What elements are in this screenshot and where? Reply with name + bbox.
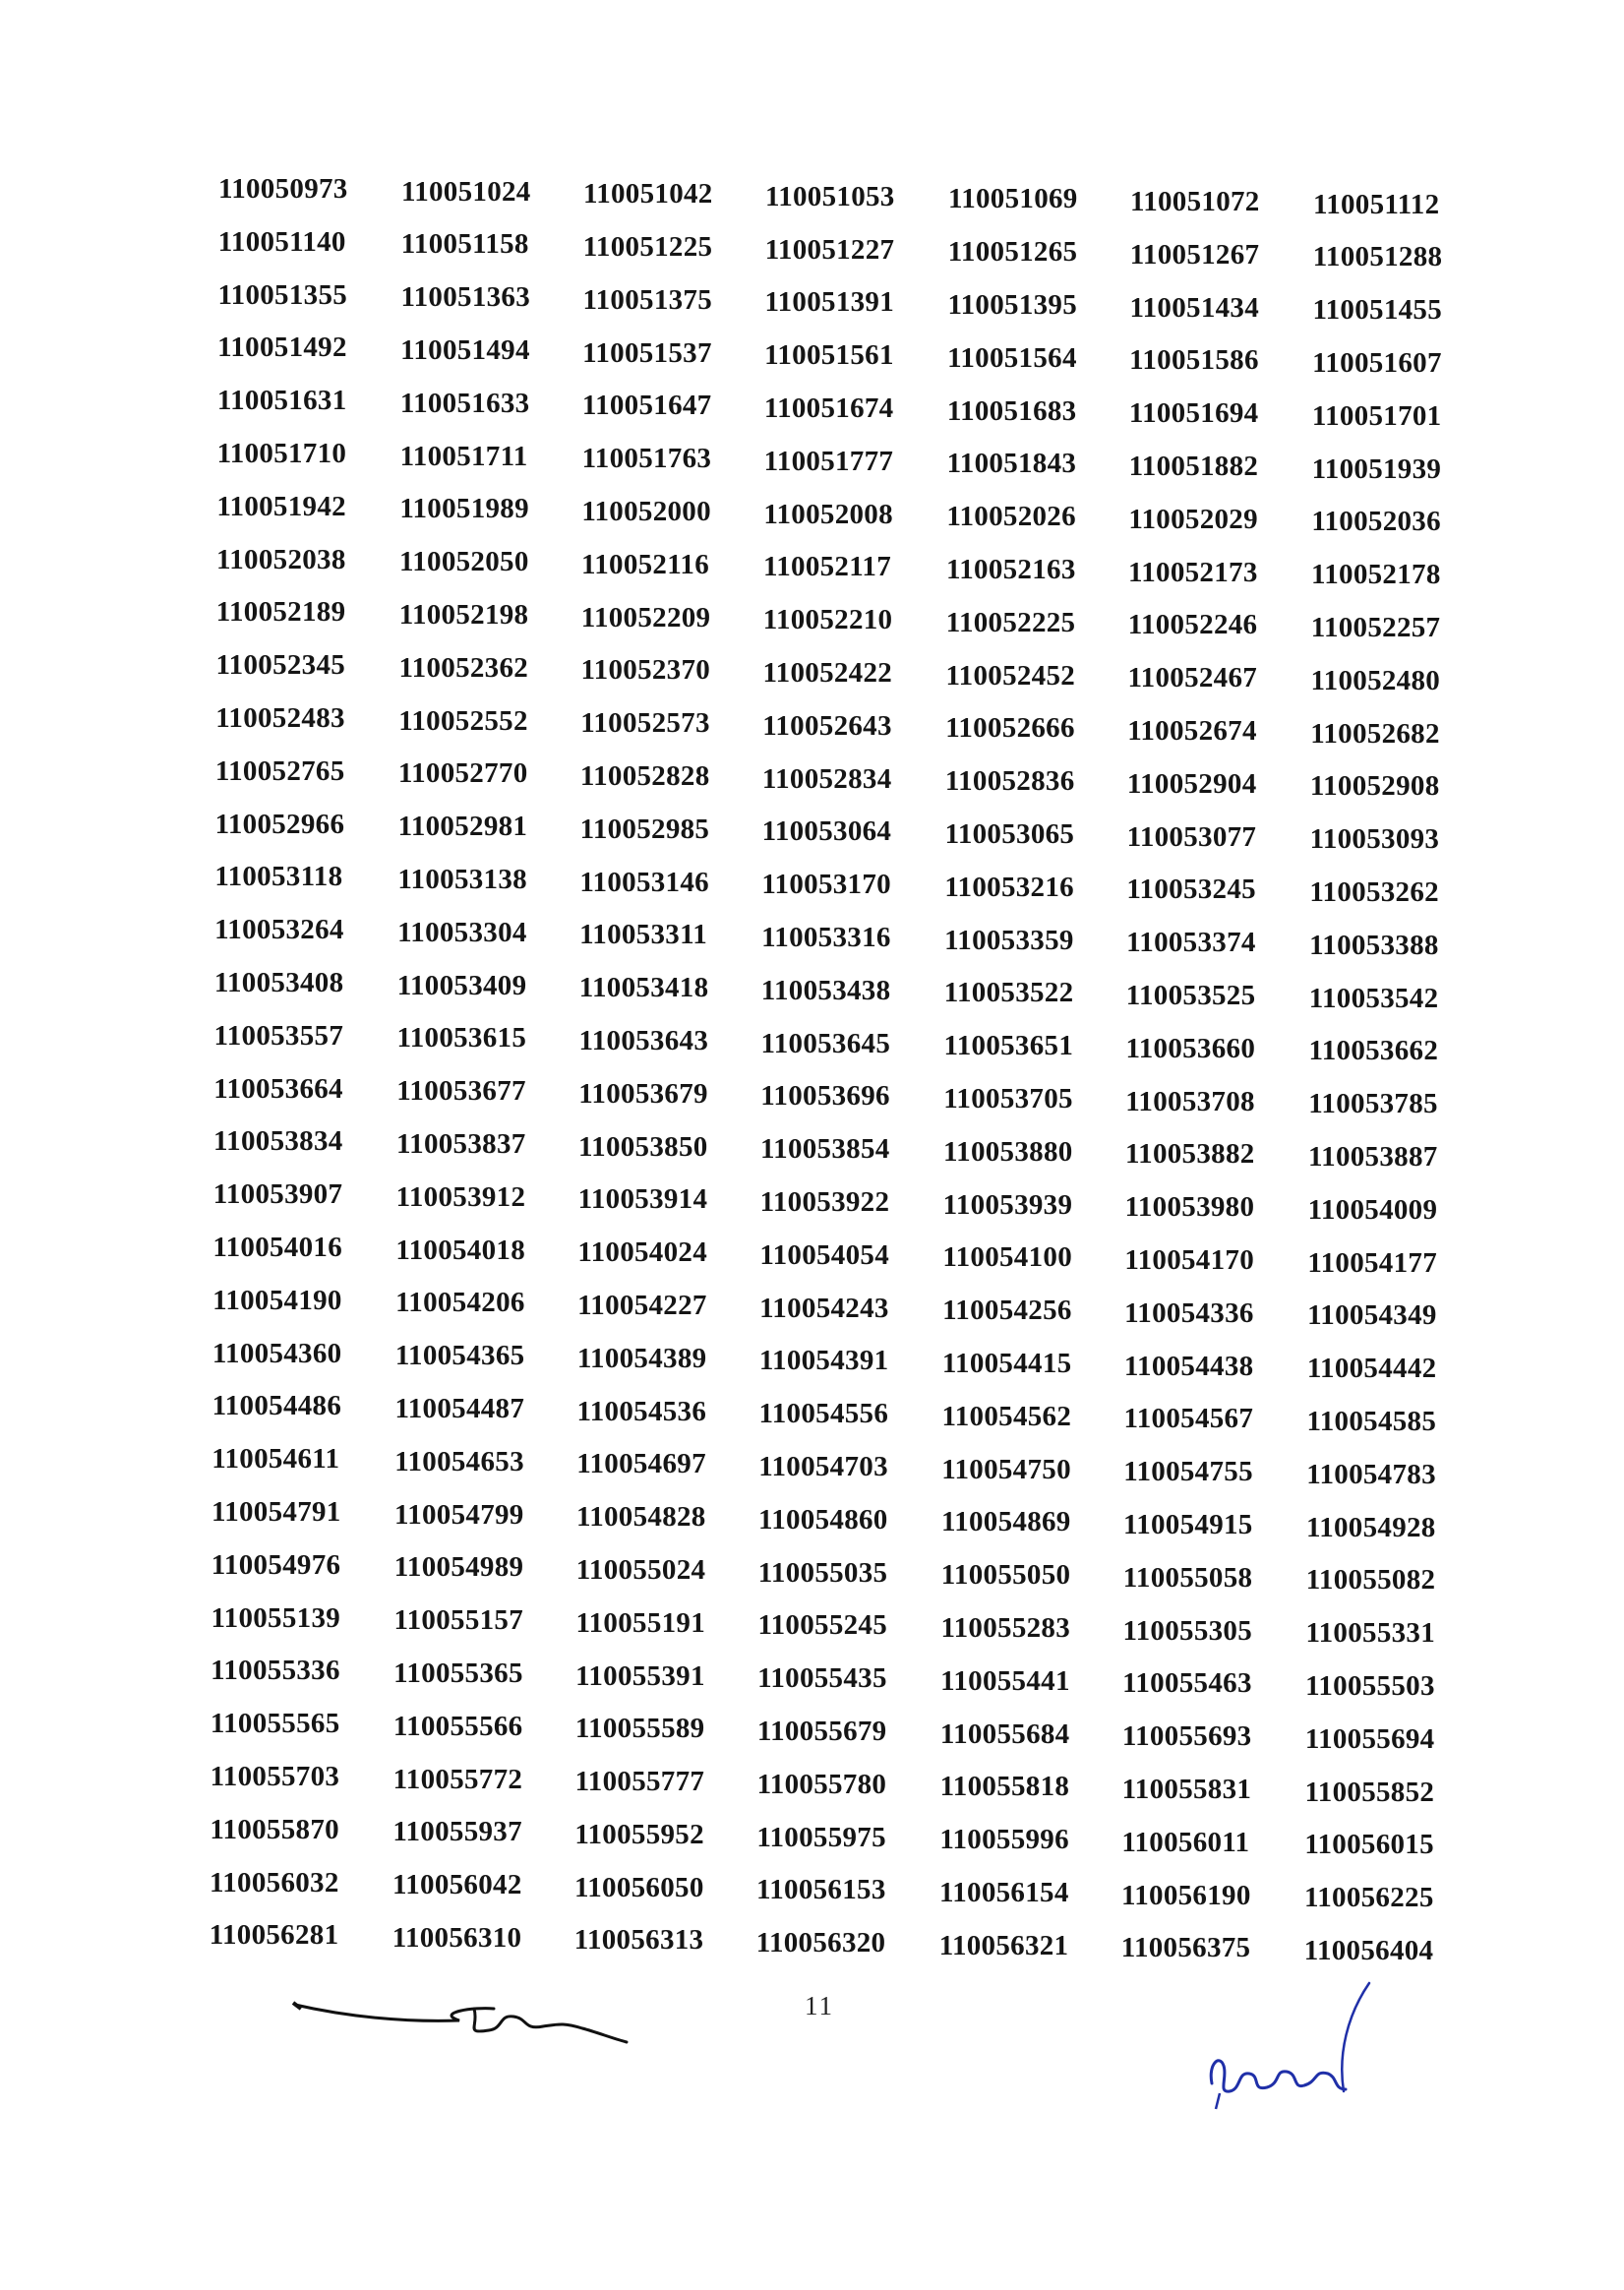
roll-number-cell: 110051140: [217, 225, 346, 258]
roll-number-cell: 110053785: [1308, 1088, 1438, 1120]
roll-number-cell: 110053359: [944, 924, 1074, 956]
roll-number-cell: 110051631: [216, 385, 347, 417]
roll-number-cell: 110052173: [1128, 556, 1258, 588]
roll-number-cell: 110053264: [214, 914, 344, 946]
page-number: 11: [805, 1991, 834, 2020]
roll-number-cell: 110055139: [211, 1601, 341, 1634]
roll-number-cell: 110055694: [1304, 1722, 1435, 1755]
roll-number-cell: 110052836: [944, 765, 1075, 798]
roll-number-cell: 110054054: [759, 1238, 889, 1271]
roll-number-cell: 110053850: [577, 1130, 708, 1163]
roll-number-cell: 110053837: [395, 1127, 526, 1160]
roll-number-cell: 110053645: [760, 1027, 891, 1059]
roll-number-cell: 110053912: [395, 1180, 526, 1213]
table-row: [210, 1760, 1497, 1814]
roll-number-cell: 110053316: [761, 921, 891, 953]
roll-number-cell: 110051225: [582, 230, 713, 263]
roll-number-cell: 110051882: [1128, 450, 1259, 482]
roll-number-cell: 110051494: [400, 333, 530, 366]
roll-number-cell: 110051561: [764, 339, 894, 372]
roll-number-cell: 110051375: [582, 283, 713, 316]
roll-number-cell: 110052573: [580, 707, 710, 740]
roll-number-cell: 110053664: [213, 1072, 343, 1105]
roll-number-cell: 110051042: [583, 178, 713, 211]
roll-number-cell: 110054562: [941, 1400, 1072, 1432]
roll-number-cell: 110053907: [212, 1178, 343, 1211]
roll-number-cell: 110054697: [576, 1448, 706, 1480]
table-row: [213, 966, 1497, 1020]
roll-number-cell: 110053170: [761, 869, 891, 901]
roll-number-cell: 110054360: [211, 1337, 342, 1369]
roll-number-cell: 110052036: [1311, 506, 1441, 538]
roll-number-cell: 110054206: [395, 1287, 525, 1319]
roll-number-cell: 110055937: [392, 1816, 522, 1848]
roll-number-cell: 110052163: [946, 553, 1076, 585]
roll-number-cell: 110053408: [213, 966, 344, 998]
roll-number-cell: 110056190: [1121, 1879, 1251, 1911]
roll-number-cell: 110055365: [393, 1657, 523, 1689]
roll-number-cell: 110055703: [210, 1760, 340, 1792]
roll-number-cell: 110053939: [942, 1188, 1073, 1221]
roll-number-cell: 110055780: [756, 1768, 887, 1800]
roll-number-cell: 110052000: [581, 495, 711, 527]
roll-number-cell: 110056042: [392, 1869, 522, 1901]
roll-number-cell: 110054915: [1123, 1508, 1253, 1540]
roll-number-cell: 110053409: [396, 969, 527, 1001]
roll-number-cell: 110053311: [579, 919, 708, 951]
roll-number-cell: 110052682: [1310, 717, 1440, 750]
table-row: [211, 1655, 1497, 1708]
roll-number-cell: 110051227: [764, 233, 895, 266]
roll-number-cell: 110053651: [943, 1030, 1074, 1062]
roll-number-cell: 110054869: [941, 1506, 1071, 1538]
roll-number-cell: 110055035: [757, 1556, 888, 1589]
roll-number-cell: 110056404: [1303, 1934, 1434, 1966]
roll-number-cell: 110052370: [580, 654, 711, 687]
roll-number-cell: 110051586: [1129, 344, 1259, 377]
roll-number-cell: 110054783: [1306, 1458, 1436, 1490]
roll-number-cell: 110053922: [759, 1185, 890, 1218]
roll-number-cell: 110052246: [1127, 609, 1258, 641]
roll-number-cell: 110054016: [212, 1231, 343, 1263]
roll-number-cell: 110053118: [214, 861, 343, 893]
roll-number-cell: 110053708: [1125, 1085, 1255, 1117]
roll-number-cell: 110052198: [398, 598, 529, 631]
table-row: [211, 1495, 1497, 1549]
roll-number-cell: 110054611: [211, 1443, 340, 1476]
roll-number-cell: 110052362: [398, 651, 529, 684]
table-row: [214, 861, 1497, 914]
roll-number-cell: 110051072: [1130, 186, 1260, 217]
roll-number-cell: 110054438: [1123, 1350, 1254, 1382]
roll-number-cell: 110053696: [760, 1080, 890, 1113]
roll-number-cell: 110052467: [1127, 662, 1258, 694]
roll-number-cell: 110055566: [392, 1710, 523, 1742]
table-row: [214, 914, 1497, 967]
roll-number-cell: 110051112: [1313, 188, 1440, 220]
table-row: [218, 331, 1497, 385]
roll-number-cell: 110055463: [1122, 1667, 1252, 1700]
roll-number-cell: 110051391: [764, 286, 895, 319]
table-row: [211, 1390, 1497, 1443]
roll-number-cell: 110055191: [575, 1606, 706, 1639]
roll-number-cell: 110052452: [945, 659, 1076, 692]
roll-number-cell: 110054389: [576, 1342, 707, 1374]
roll-number-cell: 110056011: [1121, 1826, 1250, 1858]
roll-number-cell: 110055589: [574, 1713, 705, 1745]
roll-number-cell: 110056225: [1304, 1882, 1434, 1914]
roll-number-cell: 110051288: [1312, 241, 1443, 273]
roll-number-cell: 110050973: [218, 173, 348, 205]
roll-number-cell: 110054487: [394, 1392, 525, 1424]
roll-number-cell: 110055975: [756, 1821, 886, 1853]
roll-number-cell: 110053438: [760, 974, 891, 1006]
roll-number-cell: 110052225: [945, 606, 1076, 638]
table-row: [212, 1178, 1497, 1232]
roll-number-cell: 110051069: [948, 183, 1078, 215]
roll-number-cell: 110053065: [944, 817, 1075, 850]
roll-number-cell: 110052116: [581, 548, 710, 580]
roll-number-cell: 110052966: [214, 808, 345, 840]
roll-number-cell: 110055283: [940, 1611, 1071, 1644]
roll-number-cell: 110051363: [400, 281, 531, 314]
roll-number-cell: 110053854: [759, 1133, 890, 1166]
roll-number-cell: 110055679: [756, 1715, 887, 1747]
roll-number-cell: 110052189: [215, 596, 346, 629]
roll-number-cell: 110053643: [578, 1024, 709, 1056]
roll-number-cell: 110051777: [763, 445, 894, 477]
roll-number-cell: 110052834: [761, 762, 892, 795]
roll-number-cell: 110052257: [1310, 611, 1441, 643]
roll-number-cell: 110054750: [941, 1453, 1071, 1485]
roll-number-cell: 110056050: [574, 1871, 704, 1903]
roll-number-cell: 110051607: [1312, 346, 1442, 379]
roll-number-cell: 110056310: [391, 1921, 522, 1954]
roll-number-cell: 110053388: [1309, 929, 1439, 961]
roll-number-cell: 110053882: [1124, 1138, 1255, 1171]
roll-number-grid: [209, 173, 1497, 1972]
table-row: [211, 1601, 1497, 1656]
roll-number-cell: 110055831: [1121, 1773, 1252, 1805]
table-row: [209, 1919, 1497, 1972]
roll-number-cell: 110054556: [758, 1398, 889, 1430]
roll-number-cell: 110051564: [947, 341, 1077, 374]
roll-number-cell: 110056313: [573, 1924, 704, 1957]
table-row: [214, 808, 1497, 862]
roll-number-cell: 110055684: [939, 1718, 1070, 1750]
roll-number-cell: 110053216: [944, 871, 1074, 903]
table-row: [218, 279, 1497, 332]
roll-number-cell: 110052008: [763, 498, 893, 530]
roll-number-cell: 110055952: [574, 1818, 704, 1850]
roll-number-cell: 110051492: [217, 331, 347, 364]
roll-number-cell: 110055565: [210, 1708, 340, 1740]
roll-number-cell: 110055336: [211, 1655, 340, 1687]
roll-number-cell: 110054365: [394, 1340, 525, 1372]
roll-number-cell: 110056281: [209, 1919, 339, 1952]
roll-number-cell: 110054349: [1307, 1299, 1437, 1332]
roll-number-cell: 110051355: [217, 278, 348, 311]
roll-number-cell: 110054928: [1306, 1511, 1436, 1543]
roll-number-cell: 110052029: [1128, 503, 1258, 535]
roll-number-cell: 110054442: [1306, 1353, 1437, 1385]
roll-number-cell: 110055157: [393, 1604, 524, 1637]
roll-number-cell: 110054024: [577, 1236, 707, 1269]
roll-number-cell: 110052770: [397, 757, 528, 790]
roll-number-cell: 110054976: [211, 1548, 341, 1581]
table-row: [210, 1813, 1497, 1867]
roll-number-cell: 110052643: [762, 709, 892, 742]
roll-number-cell: 110051674: [763, 392, 894, 424]
roll-number-cell: 110054009: [1307, 1193, 1438, 1226]
roll-number-cell: 110053660: [1125, 1032, 1256, 1064]
roll-number-cell: 110052981: [397, 811, 528, 843]
roll-number-cell: 110051683: [946, 394, 1077, 427]
roll-number-cell: 110054018: [395, 1234, 525, 1266]
roll-number-cell: 110052050: [399, 546, 529, 578]
roll-number-cell: 110052038: [216, 543, 346, 575]
roll-number-cell: 110056032: [210, 1866, 339, 1898]
roll-number-cell: 110052828: [579, 759, 710, 792]
roll-number-cell: 110055818: [939, 1771, 1070, 1803]
roll-number-cell: 110052666: [945, 712, 1075, 745]
table-row: [211, 1337, 1497, 1391]
roll-number-cell: 110052026: [946, 501, 1076, 533]
roll-number-cell: 110054585: [1306, 1405, 1437, 1437]
right-signature-icon: [1190, 1975, 1377, 2123]
roll-number-cell: 110053077: [1126, 820, 1257, 853]
roll-number-cell: 110053677: [396, 1075, 526, 1108]
roll-number-cell: 110054190: [212, 1284, 342, 1316]
roll-number-cell: 110053064: [761, 815, 892, 848]
roll-number-cell: 110053522: [943, 977, 1074, 1009]
roll-number-cell: 110055772: [392, 1763, 523, 1795]
table-row: [218, 438, 1497, 491]
roll-number-cell: 110055441: [940, 1664, 1070, 1697]
roll-number-cell: 110051537: [582, 336, 712, 369]
table-row: [212, 1231, 1497, 1285]
roll-number-cell: 110055082: [1305, 1564, 1436, 1597]
roll-number-cell: 110055503: [1305, 1669, 1435, 1702]
roll-number-cell: 110056154: [939, 1876, 1069, 1908]
roll-number-cell: 110053980: [1124, 1191, 1255, 1224]
roll-number-cell: 110052908: [1309, 770, 1440, 803]
table-row: [215, 701, 1497, 755]
roll-number-cell: 110054828: [576, 1501, 706, 1534]
table-row: [211, 1548, 1497, 1602]
roll-number-cell: 110051647: [581, 390, 712, 422]
roll-number-cell: 110051024: [401, 175, 531, 208]
roll-number-cell: 110054703: [758, 1450, 888, 1482]
left-signature-icon: [287, 1987, 632, 2066]
roll-number-cell: 110054100: [942, 1241, 1072, 1274]
table-row: [215, 596, 1497, 649]
table-row: [218, 385, 1497, 438]
roll-number-cell: 110053542: [1308, 982, 1439, 1014]
roll-number-cell: 110056153: [756, 1874, 886, 1906]
roll-number-cell: 110052904: [1126, 767, 1257, 800]
roll-number-cell: 110053374: [1126, 927, 1256, 959]
roll-number-cell: 110053887: [1307, 1140, 1438, 1173]
roll-number-cell: 110052765: [214, 754, 345, 787]
roll-number-cell: 110051989: [399, 493, 529, 525]
roll-number-cell: 110055693: [1121, 1720, 1252, 1753]
roll-number-cell: 110055777: [574, 1766, 705, 1798]
table-row: [213, 1072, 1497, 1126]
roll-number-cell: 110055391: [575, 1659, 705, 1692]
roll-number-cell: 110052210: [762, 604, 893, 636]
roll-number-cell: 110054791: [211, 1495, 341, 1528]
roll-number-cell: 110054755: [1123, 1456, 1253, 1488]
roll-number-cell: 110053418: [578, 972, 709, 1004]
roll-number-cell: 110051711: [399, 440, 528, 472]
roll-number-cell: 110052480: [1310, 664, 1441, 696]
table-row: [214, 754, 1497, 809]
roll-number-cell: 110054391: [758, 1345, 889, 1377]
roll-number-cell: 110055024: [575, 1553, 706, 1586]
roll-number-cell: 110051265: [947, 236, 1078, 269]
roll-number-cell: 110051701: [1311, 399, 1442, 432]
roll-number-cell: 110053262: [1309, 875, 1439, 908]
roll-number-cell: 110053138: [397, 863, 527, 895]
roll-number-cell: 110055245: [757, 1609, 888, 1642]
table-row: [218, 226, 1497, 279]
roll-number-cell: 110053245: [1126, 874, 1256, 906]
roll-number-cell: 110053146: [579, 866, 709, 898]
roll-number-cell: 110051710: [216, 437, 347, 469]
roll-number-cell: 110054799: [394, 1498, 524, 1531]
roll-number-cell: 110053914: [577, 1183, 708, 1216]
roll-number-cell: 110051939: [1311, 452, 1442, 485]
roll-number-cell: 110053705: [943, 1082, 1073, 1115]
roll-number-cell: 110051395: [947, 288, 1078, 321]
roll-number-cell: 110051267: [1129, 238, 1260, 271]
table-row: [213, 1019, 1497, 1073]
table-row: [212, 1284, 1497, 1338]
roll-number-cell: 110051942: [216, 490, 346, 522]
roll-number-cell: 110052117: [763, 551, 892, 583]
table-row: [211, 1443, 1497, 1496]
roll-number-cell: 110051843: [946, 448, 1077, 480]
table-row: [215, 649, 1497, 702]
roll-number-cell: 110051694: [1128, 397, 1259, 430]
roll-number-cell: 110054243: [759, 1292, 889, 1324]
roll-number-cell: 110056375: [1120, 1932, 1251, 1964]
roll-number-cell: 110051158: [400, 228, 529, 261]
table-row: [210, 1708, 1497, 1761]
roll-number-cell: 110051053: [765, 180, 895, 212]
roll-number-cell: 110052985: [579, 813, 710, 845]
roll-number-cell: 110054336: [1124, 1296, 1254, 1329]
roll-number-cell: 110052422: [762, 656, 893, 689]
roll-number-cell: 110054536: [576, 1395, 707, 1427]
roll-number-cell: 110055435: [757, 1662, 887, 1695]
roll-number-cell: 110053525: [1125, 979, 1256, 1011]
roll-number-cell: 110051633: [399, 387, 530, 419]
roll-number-cell: 110054227: [577, 1289, 707, 1321]
roll-number-cell: 110052674: [1127, 714, 1257, 747]
roll-number-cell: 110055331: [1305, 1617, 1436, 1650]
table-row: [212, 1125, 1497, 1178]
roll-number-cell: 110054860: [758, 1503, 888, 1536]
roll-number-cell: 110052178: [1311, 559, 1441, 591]
roll-number-cell: 110055058: [1122, 1561, 1253, 1594]
roll-number-cell: 110052209: [580, 601, 711, 633]
roll-number-cell: 110055305: [1122, 1614, 1253, 1647]
roll-number-cell: 110054989: [393, 1551, 524, 1584]
roll-number-cell: 110053679: [578, 1077, 708, 1110]
roll-number-cell: 110053662: [1308, 1035, 1439, 1067]
roll-number-cell: 110052345: [215, 649, 346, 682]
table-row: [218, 544, 1497, 597]
roll-number-cell: 110054256: [942, 1295, 1072, 1327]
roll-number-cell: 110053093: [1309, 823, 1440, 856]
roll-number-cell: 110056015: [1304, 1829, 1434, 1861]
roll-number-cell: 110053880: [942, 1135, 1073, 1168]
roll-number-cell: 110054653: [394, 1445, 524, 1477]
roll-number-cell: 110051455: [1312, 294, 1443, 327]
table-row: [218, 491, 1497, 544]
roll-number-cell: 110054486: [211, 1390, 342, 1422]
roll-number-cell: 110051763: [581, 443, 712, 475]
roll-number-cell: 110054177: [1307, 1246, 1437, 1279]
roll-number-cell: 110053304: [397, 916, 527, 948]
roll-number-cell: 110055870: [210, 1813, 339, 1845]
roll-number-cell: 110054415: [941, 1347, 1072, 1379]
roll-number-cell: 110052552: [398, 704, 528, 737]
roll-number-cell: 110054567: [1123, 1403, 1254, 1435]
roll-number-cell: 110051434: [1129, 291, 1260, 324]
roll-number-cell: 110056321: [938, 1929, 1069, 1961]
table-row: [210, 1866, 1497, 1920]
table-row: [218, 173, 1497, 226]
roll-number-cell: 110054170: [1124, 1243, 1254, 1276]
roll-number-cell: 110053615: [396, 1022, 527, 1055]
roll-number-cell: 110053557: [213, 1019, 344, 1052]
roll-number-cell: 110056320: [755, 1927, 886, 1959]
roll-number-cell: 110053834: [212, 1125, 343, 1158]
roll-number-cell: 110055852: [1304, 1776, 1435, 1808]
roll-number-cell: 110055050: [940, 1559, 1071, 1592]
roll-number-cell: 110052483: [215, 701, 345, 734]
roll-number-cell: 110055996: [939, 1824, 1069, 1856]
